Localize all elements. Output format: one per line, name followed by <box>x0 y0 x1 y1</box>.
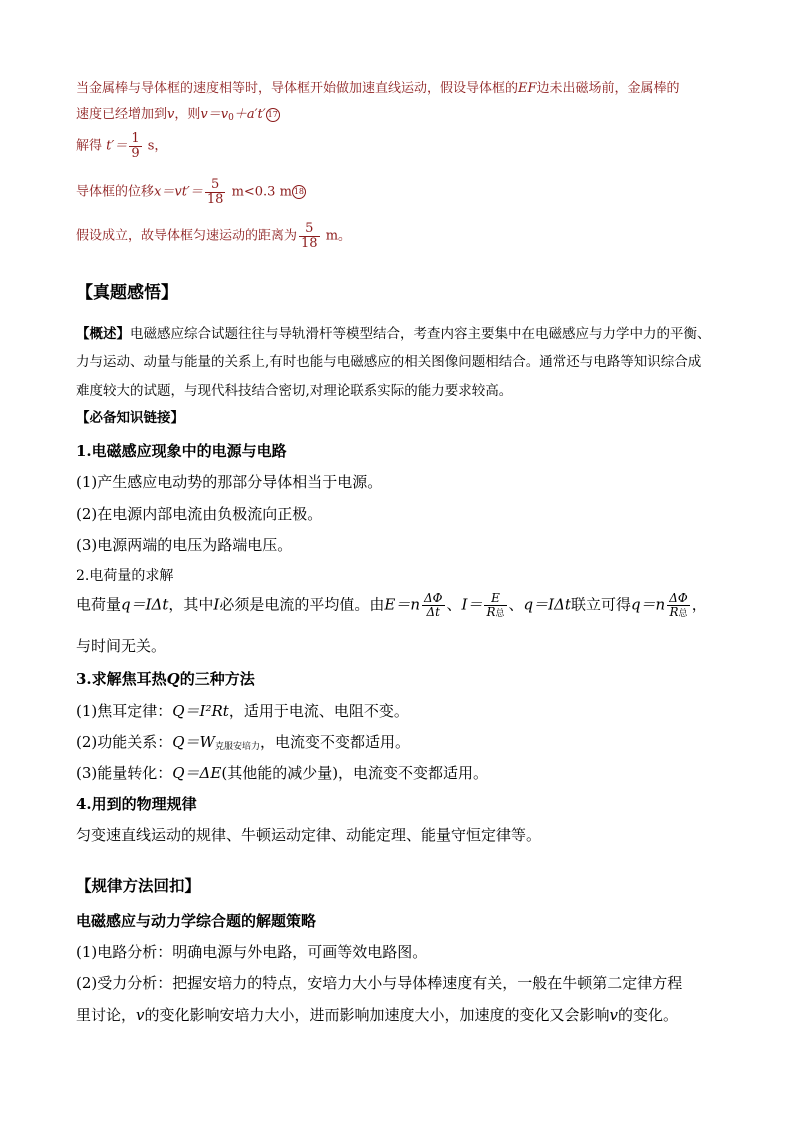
overview-line-1: 【概述】电磁感应综合试题往往与导轨滑杆等模型结合，考查内容主要集中在电磁感应与力学中力的平衡、 <box>76 326 711 342</box>
solution-line-5: 假设成立，故导体框匀速运动的距离为 $\frac{5}{18}$ m。 <box>76 221 352 251</box>
heading-1-item-3: (3)电源两端的电压为路端电压。 <box>76 536 293 554</box>
overview-line-2: 力与运动、动量与能量的关系上,有时也能与电磁感应的相关图像问题相结合。通常还与电路等知识综合成 <box>76 354 702 370</box>
strategy-item-2-line-1: (2)受力分析：把握安培力的特点，安培力大小与导体棒速度有关，一般在牛顿第二定律方程 <box>76 974 683 992</box>
solution-line-1: 当金属棒与导体框的速度相等时，导体框开始做加速直线运动，假设导体框的EF边未出磁场前，金属棒的 <box>76 81 680 96</box>
fraction: $\frac{5}{18}$ <box>301 221 318 251</box>
equation-mark-17: 17 <box>266 108 280 122</box>
heading-1: 1.电磁感应现象中的电源与电路 <box>76 442 287 460</box>
overview-line-3: 难度较大的试题，与现代科技结合密切,对理论联系实际的能力要求较高。 <box>76 383 513 399</box>
charge-formula-line: 电荷量q＝IΔt，其中I必须是电流的平均值。由E＝n $\frac{\Delta\Phi}{\Delta t}$ 、I＝ $\frac{E}{\text{R总}}$ 、q＝IΔt联立可得q＝n $\frac{\Delta\Phi}{\text{R总}}$ ， <box>76 591 707 620</box>
solution-line-3: 解得 t′＝ $\frac{1}{9}$ s， <box>76 131 168 161</box>
charge-formula-line-2: 与时间无关。 <box>76 637 167 655</box>
heading-4: 4.用到的物理规律 <box>76 795 197 813</box>
fraction: $\frac{1}{9}$ <box>131 131 140 161</box>
strategy-item-1: (1)电路分析：明确电源与外电路，可画等效电路图。 <box>76 943 428 961</box>
heading-3-item-2: (2)功能关系：$Q=W_{克服安培力}$，电流变不变都适用。 <box>76 733 410 752</box>
heading-2: 2.电荷量的求解 <box>76 568 174 584</box>
heading-3: 3.求解焦耳热Q的三种方法 <box>76 670 255 688</box>
fraction: $\frac{5}{18}$ <box>206 177 224 207</box>
solution-line-4: 导体框的位移x＝vt′＝ $\frac{5}{18}$ m<0.3 m 18 <box>76 177 305 207</box>
strategy-item-2-line-2: 里讨论，v的变化影响安培力大小，进而影响加速度大小，加速度的变化又会影响v的变化。 <box>76 1006 679 1024</box>
solution-line-2: 速度已经增加到v，则$v=v_0+a't'$ 17 <box>76 107 278 123</box>
equation-mark-18: 18 <box>292 185 306 199</box>
heading-4-text: 匀变速直线运动的规律、牛顿运动定律、动能定理、能量守恒定律等。 <box>76 826 542 844</box>
fraction: $\frac{\Delta\Phi}{\Delta t}$ <box>424 591 443 620</box>
section-title-guilv: 【规律方法回扣】 <box>76 876 201 895</box>
fraction: $\frac{\Delta\Phi}{\text{R总}}$ <box>669 591 688 619</box>
knowledge-label: 【必备知识链接】 <box>76 410 184 426</box>
heading-1-item-2: (2)在电源内部电流由负极流向正极。 <box>76 505 323 523</box>
strategy-subtitle: 电磁感应与动力学综合题的解题策略 <box>76 912 317 930</box>
heading-3-item-3: (3)能量转化：Q＝ΔE(其他能的减少量)，电流变不变都适用。 <box>76 764 489 782</box>
fraction: $\frac{E}{\text{R总}}$ <box>486 591 505 619</box>
heading-3-item-1: (1)焦耳定律：Q＝I²Rt，适用于电流、电阻不变。 <box>76 702 409 720</box>
section-title-zhenti: 【真题感悟】 <box>76 283 178 303</box>
heading-1-item-1: (1)产生感应电动势的那部分导体相当于电源。 <box>76 473 383 491</box>
